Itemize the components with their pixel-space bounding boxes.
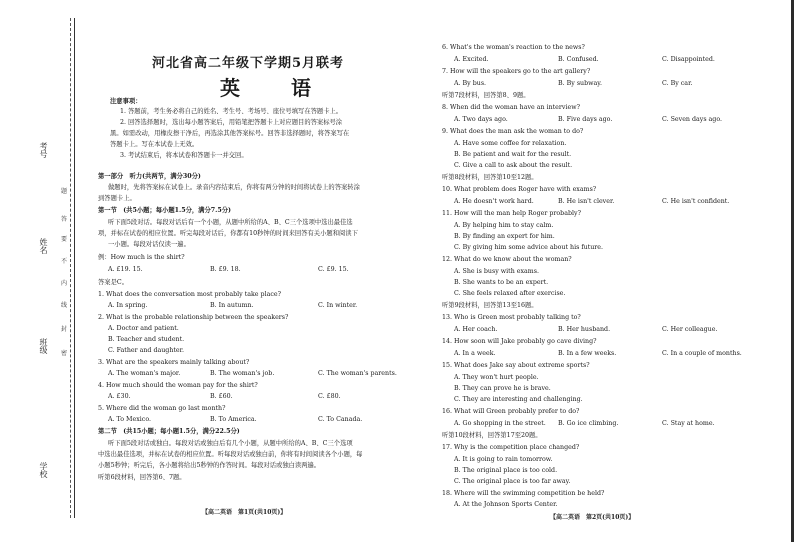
note-line: 1. 答题前，考生务必将自己的姓名、考生号、考场号、座位号填写在答题卡上。 xyxy=(120,108,343,115)
question-12: 12. What do we know about the woman? xyxy=(442,256,572,263)
example-option-b: B. £9. 18. xyxy=(210,266,241,273)
question-6: 6. What's the woman's reaction to the news? xyxy=(442,44,585,51)
option: B. £60. xyxy=(210,393,233,400)
note-line: 黑。如需改动，用橡皮擦干净后，再选涂其他答案标号。回答非选择题时，将答案写在 xyxy=(110,130,350,137)
option: A. In a week. xyxy=(454,350,496,357)
seal-char: 线 xyxy=(61,302,68,309)
option: B. Be patient and wait for the result. xyxy=(454,151,572,158)
page-footer: 【高二英语 第1页(共10页)】 xyxy=(202,509,287,516)
page-1 xyxy=(92,0,432,542)
name-label: 姓名 xyxy=(39,238,48,254)
material-8-label: 听第8段材料，回答第10至12题。 xyxy=(442,174,538,181)
option: B. Confused. xyxy=(558,56,599,63)
material-10-label: 听第10段材料，回答第17至20题。 xyxy=(442,432,542,439)
question-14: 14. How soon will Jake probably go cave diving? xyxy=(442,338,597,345)
option: B. The woman's job. xyxy=(210,370,275,377)
binding-margin xyxy=(0,0,82,542)
section1-intro: 项，并标在试卷的相应位置。听完每段对话后，你都有10秒钟的时间来回答有关小题和阅读下 xyxy=(98,230,358,237)
option: C. He isn't confident. xyxy=(662,198,730,205)
note-line: 2. 回答选择题时，选出每小题答案后，用铅笔把答题卡上对应题目的答案标号涂 xyxy=(120,119,343,126)
option: C. She feels relaxed after exercise. xyxy=(454,290,566,297)
seal-char: 答 xyxy=(61,216,68,223)
option: A. The woman's major. xyxy=(108,370,181,377)
section2-heading: 第二节 (共15小题；每小题1.5分，满分22.5分) xyxy=(98,428,240,435)
option: A. They won't hurt people. xyxy=(454,374,539,381)
fold-dashed-line xyxy=(70,18,71,518)
option: C. To Canada. xyxy=(318,416,363,423)
part1-intro: 做题时，先将答案标在试卷上。录音内容结束后，你将有两分钟的时间将试卷上的答案转涂 xyxy=(108,184,360,191)
question-15: 15. What does Jake say about extreme sports? xyxy=(442,362,590,369)
option: B. By finding an expert for him. xyxy=(454,233,555,240)
seal-char: 题 xyxy=(61,188,68,195)
section2-intro: 小题5秒钟；听完后，各小题将给出5秒钟的作答时间。每段对话或独白读两遍。 xyxy=(98,462,321,469)
option: C. In a couple of months. xyxy=(662,350,742,357)
seal-line xyxy=(74,18,75,518)
option: A. To Mexico. xyxy=(108,416,152,423)
example-option-a: A. £19. 15. xyxy=(108,266,143,273)
example-question: 例：How much is the shirt? xyxy=(98,254,185,261)
seal-char: 不 xyxy=(61,258,68,265)
option: C. Her colleague. xyxy=(662,326,718,333)
option: B. Five days ago. xyxy=(558,116,613,123)
seal-char: 要 xyxy=(61,236,68,243)
option: B. In a few weeks. xyxy=(558,350,617,357)
example-answer: 答案是C。 xyxy=(98,279,129,286)
option: A. £30. xyxy=(108,393,131,400)
seal-char: 封 xyxy=(61,326,68,333)
question-5: 5. Where did the woman go last month? xyxy=(98,405,226,412)
option: C. The original place is too far away. xyxy=(454,478,571,485)
question-2: 2. What is the probable relationship between the speakers? xyxy=(98,314,289,321)
question-18: 18. Where will the swimming competition be held? xyxy=(442,490,605,497)
question-1: 1. What does the conversation most probably take place? xyxy=(98,291,281,298)
option: B. Go ice climbing. xyxy=(558,420,619,427)
option: A. In spring. xyxy=(108,302,148,309)
note-line: 答题卡上。写在本试卷上无效。 xyxy=(110,141,199,148)
section1-heading: 第一节 (共5小题；每小题1.5分，满分7.5分) xyxy=(98,207,232,214)
question-4: 4. How much should the woman pay for the shirt? xyxy=(98,382,258,389)
option: A. By bus. xyxy=(454,80,487,87)
option: B. To America. xyxy=(210,416,257,423)
question-10: 10. What problem does Roger have with exams? xyxy=(442,186,597,193)
question-17: 17. Why is the competition place changed? xyxy=(442,444,580,451)
page-footer: 【高二英语 第2页(共10页)】 xyxy=(550,514,635,521)
option: C. Stay at home. xyxy=(662,420,715,427)
option: A. Her coach. xyxy=(454,326,498,333)
seal-char: 内 xyxy=(61,280,68,287)
material-6-label: 听第6段材料，回答第6、7题。 xyxy=(98,474,186,481)
option: A. Have some coffee for relaxation. xyxy=(454,140,567,147)
option: A. Excited. xyxy=(454,56,489,63)
section1-intro: 听下面5段对话。每段对话后有一个小题，从题中所给的A、B、C三个选项中选出最佳选 xyxy=(108,219,353,226)
exam-title: 河北省高二年级下学期5月联考 xyxy=(152,56,345,71)
exam-number-label: 考号 xyxy=(39,142,48,158)
option: A. By helping him to stay calm. xyxy=(454,222,554,229)
subject-title: 英 语 xyxy=(220,76,333,100)
option: C. They are interesting and challenging. xyxy=(454,396,583,403)
part1-heading: 第一部分 听力(共两节，满分30分) xyxy=(98,173,201,180)
option: B. She wants to be an expert. xyxy=(454,279,549,286)
class-label: 班级 xyxy=(39,338,48,354)
material-7-label: 听第7段材料，回答第8、9题。 xyxy=(442,92,530,99)
question-13: 13. Who is Green most probably talking to? xyxy=(442,314,581,321)
option: B. In autumn. xyxy=(210,302,254,309)
option: A. At the Johnson Sports Center. xyxy=(454,501,558,508)
option: B. They can prove he is brave. xyxy=(454,385,551,392)
question-9: 9. What does the man ask the woman to do? xyxy=(442,128,584,135)
option: C. Disappointed. xyxy=(662,56,715,63)
option: A. He doesn't work hard. xyxy=(454,198,534,205)
option: C. Seven days ago. xyxy=(662,116,723,123)
note-line: 3. 考试结束后，将本试卷和答题卡一并交回。 xyxy=(120,152,248,159)
school-label: 学校 xyxy=(39,462,48,478)
section2-intro: 听下面5段对话或独白。每段对话或独白后有几个小题，从题中所给的A、B、C三个选项 xyxy=(108,440,353,447)
question-11: 11. How will the man help Roger probably? xyxy=(442,210,581,217)
section1-intro: 一小题。每段对话仅读一遍。 xyxy=(108,241,190,248)
example-option-c: C. £9. 15. xyxy=(318,266,349,273)
option: C. By giving him some advice about his future. xyxy=(454,244,604,251)
part1-intro: 到答题卡上。 xyxy=(98,195,136,202)
option: A. Two days ago. xyxy=(454,116,508,123)
option: A. Go shopping in the street. xyxy=(454,420,546,427)
question-3: 3. What are the speakers mainly talking about? xyxy=(98,359,250,366)
option: B. By subway. xyxy=(558,80,603,87)
option: A. She is busy with exams. xyxy=(454,268,539,275)
option: C. In winter. xyxy=(318,302,358,309)
section2-intro: 中选出最佳选项，并标在试卷的相应位置。听每段对话或独白前，你将有时间阅读各个小题，每 xyxy=(98,451,363,458)
option: B. Her husband. xyxy=(558,326,611,333)
page-2 xyxy=(440,0,780,542)
seal-char: 密 xyxy=(61,350,68,357)
option: C. The woman's parents. xyxy=(318,370,397,377)
option: B. The original place is too cold. xyxy=(454,467,558,474)
option: B. Teacher and student. xyxy=(108,336,185,343)
option: C. £80. xyxy=(318,393,341,400)
question-8: 8. When did the woman have an interview? xyxy=(442,104,580,111)
question-16: 16. What will Green probably prefer to do? xyxy=(442,408,580,415)
notes-heading: 注意事项： xyxy=(110,98,142,105)
option: C. Father and daughter. xyxy=(108,347,184,354)
option: C. By car. xyxy=(662,80,693,87)
option: C. Give a call to ask about the result. xyxy=(454,162,573,169)
material-9-label: 听第9段材料，回答第13至16题。 xyxy=(442,302,538,309)
option: B. He isn't clever. xyxy=(558,198,615,205)
option: A. It is going to rain tomorrow. xyxy=(454,456,553,463)
option: A. Doctor and patient. xyxy=(108,325,179,332)
question-7: 7. How will the speakers go to the art gallery? xyxy=(442,68,591,75)
